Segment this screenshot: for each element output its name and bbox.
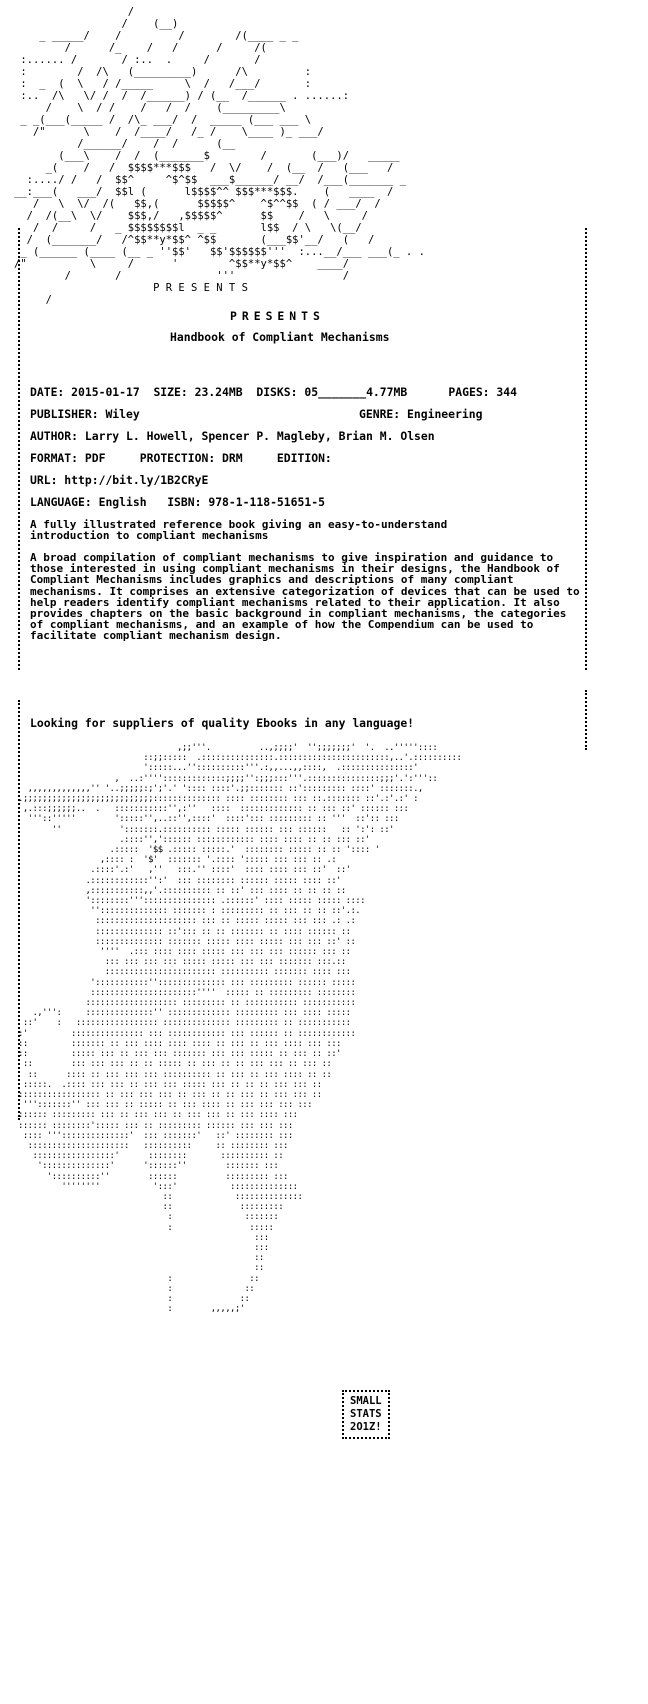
frame-right-bottom (585, 690, 587, 750)
info-row-format: FORMAT: PDF PROTECTION: DRM EDITION: (30, 451, 332, 465)
info-row-date: DATE: 2015-01-17 SIZE: 23.24MB DISKS: 05_______4.77MB PAGES: 344 (30, 385, 517, 399)
disks-value: 05_______4.77MB (304, 385, 408, 399)
description-text: A broad compilation of compliant mechanisms to give inspiration and guidance to those interested in using compliant mechanisms in their designs, the Handbook of Compliant Mechanisms includes graphics and descriptions of many compliant mechanisms. It comprises an extensive categorization of devices that can be used to help readers identify compliant mechanisms related to their application. It also provides chapters on the basic background in compliant mechanisms, the categories of compliant mechanisms, and an example of how the Compendium can be used to facilitate compliant mechanism design. (30, 551, 580, 643)
pages-value: 344 (496, 385, 517, 399)
url-link[interactable]: http://bit.ly/1B2CRyE (64, 473, 209, 487)
ascii-art-creature: ,;;'''. ..,;;;;' '';;;;;;;' '. ..''''':::: ::;;::::: .:::::::::::::::.:::::::::::::::::::::::,..'.:::::::::: ':::::...''::::::::::'''.:,,...,,::::, .:::::::::::::::' , ..:'''':::::::::::::;;;;'':;;;:::'''.:::::::::::::::;;;'.':''':: ,,,,,,,,,,,,,'' '..;;;;;:;';'.' ':::: ::::'.;;::::::: ::'::::::::: ::::' :::::::., .;;;;;;;;;;;;;;;;;;;;;;;;;;;:::::::::::::: :::: :::::::: ::: ::.::::::: ::'.:'.:' : ,.:::;;;;;;.. . :::::::::::'',:'' :::: ::::::::::::: :: ::: ::' :::::: ::: '''::''''' ':::::'',..::'',::::' ::::'::: ::::::::: :: ''' ::':: ::: '' ':::::::.:::::::::: ::::: :::::: ::: :::::: :: ':': ::' .::::'',':::::: :::::::::::: :::: :::: :: :: ::: ::' .::::: '$$ .::::: :::::.' :::::::: ::::: :: :: ':::: ' ,:::: : '$' ::::::: '.:::: '::::: ::: ::: :: .: .::::'.:' ,'' :::.'' ::::' :::: :::: ::: ::' ::' .::::::::::::'':' ::: :::::::: :::::: ::::: :::: ::' ,:::::::::::,,'.:::::::::: :: ::' ::: :::: :: :: :: :: '::::::::'''::::::::::::::: .::::::' :::: ::::: ::::: :::: '':::::::::::::: ::::::: : ::::::::: :: ::: :: :: ::'.:. ::::::::::::::::::::: ::: :: ::::: ::::: ::: ::: .: .: :::::::::::::: ::'::: :: :: ::::::: :: :::: :::::: :: :::::::::::::: ::::::: ::::: :::: ::::: ::: ::: ::' :: '''' .::: :::: :::: ::::: ::: ::: ::: :::::: ::: :: ::: ::: ::: ::: ::::: ::::: ::: ::: ::::::: :::.:: ::::::::::::::::::::::: :::::::::: ::::::: :::: ::: ':::::::::::'':::::::::::::: ::: ::::::::: :::::: ::::: ::::::::::::::::::::::'''' ::::: :: ::::::::: :::::::: ::::::::::::::::::: ::::::::: :: ::::::::::: ::::::::::: .,''': ::::::::::::::'' ::::::::::::: ::::::::: ::: :::: ::::: ::' : ::::::::::::::::: :::::::::::::: ::::::::: :: ::::::::::: :' ::::::::::::::: ::: :::::::::::: ::: :::::: :: :::::::::::: :: ::::::: :: ::: :::: :::: :::: :: ::: :: ::: :::: ::: ::: :: ::::: ::: :: ::: ::: ::::::: ::: ::: ::::: :: ::: :: ::' :: ::: ::: ::: :: :: ::::: :: ::: :: :: ::: ::: :: ::: :: :: :::: :: ::: ::: ::: :::::::::: :: ::: :: ::: :::: :: :: :::::. .:::: ::: ::: :: ::: ::: ::::: ::: :: :: :: ::: ::: :: ::::::::::::::::: :: ::: ::: ::: :: ::: :: :: ::: :: ::: ::: :: ''':::::::'' ::: ::: :: ::::: :: ::: :::: :: ::: ::: ::: ::: :::::: ::::::::: ::: :: ::: ::: :: ::: ::: :: ::: :::: ::: :::::: ::::::::'::::: ::: :: ::::::::: :::::: ::: ::: ::: :::: '''::::::::::::::' ::: :::::::' ::' :::::::: ::: ::::::::::::::::::::: :::::::::: :: :::::::: ::: :::::::::::::::::' :::::::: :::::::::: :: '::::::::::::::' '::::::'' ::::::: ::: '::::::::::'' :::::: ::::::::: ::: '''''''' ':::' :::::::::::::: :: :::::::::::::: :: ::::::::: : ::::::: : ::::: ::: ::: :: :: : :: : :: : :: : ,,,,,;' (18, 743, 462, 1315)
frame-left-top (18, 228, 20, 670)
info-row-genre: GENRE: Engineering (359, 407, 483, 421)
publisher-value: Wiley (105, 407, 140, 421)
ascii-logo-top: / / (__) _ _____/ / / /(____ _ _ / /_ / / / /( :...... / / :.. . / / : / /\ (_________) /\ : : _ ( \ / /_____ \ / /___/ : :.. /\ \/ / / /______) / (__ /______ . ......: / \ / / / / / (_________\ _ _(___(_____ / /\_ ___/ / _____ (___ ___ \ /" \ / /____/ /_ / \____ )_ ___/ /______/ / / (__ (___\ / / (_______$ / (___)/ _____ _( / / $$$$***$$$ / \/ / (__ / (___ / :..../ / / $$^ ^$^$$ ___$______/ __/ /___(_______ _ __:___( ___/ $$l ( l$$$$^^ $$$***$$$. ( ____ / / \ \/ /( $$,( $$$$$^ ^$^^$$ ( / ___/ / / /(__\ \/ $$$,/ ,$$$$$^ $$ / \ / / / / _ $$$$$$$$l _ _ l$$ / \ \(__/ / (_______/ /^$$**y*$$^ ^$$ (___$$'__/ ( / _ (______ (____ (__ _ ''$$' $$'$$$$$$''' :...__/___ ___(_ . . /" \ / ' ^$$**y*$$^ ____/ / / ''' / P R E S E N T S / (14, 6, 425, 306)
presents-label: PRESENTS (230, 309, 325, 323)
suppliers-heading: Looking for suppliers of quality Ebooks in any language! (30, 716, 415, 730)
summary-text: A fully illustrated reference book giving an easy-to-understand introduction to compliant mechanisms (30, 518, 448, 543)
language-value: English (98, 495, 147, 509)
author-value: Larry L. Howell, Spencer P. Magleby, Brian M. Olsen (84, 429, 435, 443)
badge-line-1: SMALL (350, 1395, 382, 1407)
size-value: 23.24MB (194, 385, 243, 399)
genre-value: Engineering (407, 407, 483, 421)
info-row-language: LANGUAGE: English ISBN: 978-1-118-51651-5 (30, 495, 325, 509)
group-badge (342, 1390, 390, 1439)
badge-line-2: STATS (350, 1408, 382, 1420)
badge-line-3: 2O1Z! (350, 1421, 382, 1433)
info-row-author: AUTHOR: Larry L. Howell, Spencer P. Magleby, Brian M. Olsen (30, 429, 435, 443)
release-title: Handbook of Compliant Mechanisms (170, 330, 390, 344)
isbn-value: 978-1-118-51651-5 (208, 495, 325, 509)
frame-right-top (585, 228, 587, 670)
info-row-publisher: PUBLISHER: Wiley (30, 407, 140, 421)
protection-value: DRM (222, 451, 243, 465)
info-row-url: URL: http://bit.ly/1B2CRyE (30, 473, 209, 487)
format-value: PDF (84, 451, 106, 465)
date-value: 2015-01-17 (71, 385, 140, 399)
